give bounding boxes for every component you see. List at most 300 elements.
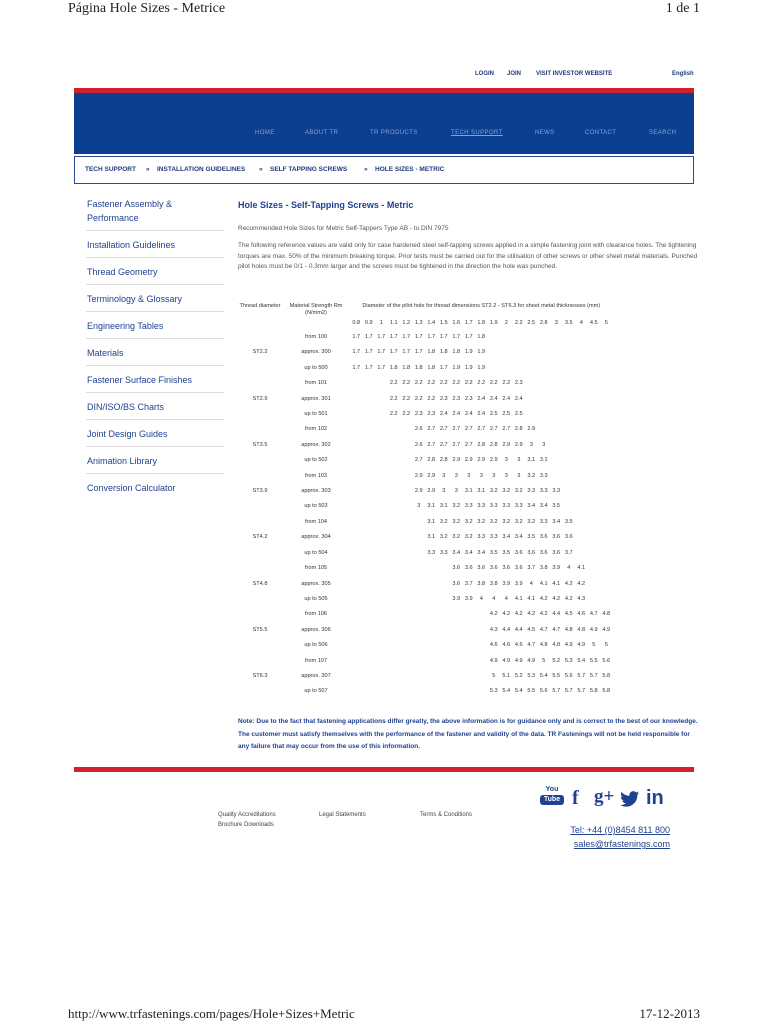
hole-size-cell <box>350 530 363 545</box>
nav-products[interactable]: TR PRODUCTS <box>370 130 418 136</box>
hole-size-cell: 4.1 <box>527 595 536 602</box>
hole-size-cell: 2.4 <box>452 411 461 418</box>
thickness-header: 4.5 <box>589 320 598 326</box>
sidebar-item-materials[interactable]: Materials <box>86 346 224 366</box>
legal-statements-link[interactable]: Legal Statements <box>319 812 366 818</box>
join-link[interactable]: JOIN <box>507 71 522 77</box>
hole-size-cell: 2.2 <box>477 380 486 387</box>
hole-size-cell: 2.9 <box>464 457 473 464</box>
hole-size-cell <box>363 438 376 453</box>
hole-size-cell <box>563 484 576 499</box>
hole-size-cell: 2.7 <box>439 441 448 448</box>
login-link[interactable]: LOGIN <box>475 71 494 77</box>
hole-size-cell <box>363 499 376 514</box>
hole-size-cell: 2.8 <box>489 441 498 448</box>
hole-size-cell: 3.6 <box>539 549 548 556</box>
thread-diameter-cell: ST6.3 <box>252 672 268 679</box>
hole-size-cell <box>350 422 363 437</box>
hole-size-cell <box>588 577 601 592</box>
thickness-header: 0.8 <box>352 320 361 326</box>
hole-size-cell: 1.7 <box>377 349 386 356</box>
table-row <box>238 530 613 545</box>
hole-size-cell: 2.8 <box>477 441 486 448</box>
hole-size-cell <box>600 422 613 437</box>
hole-size-cell: 3.6 <box>464 565 473 572</box>
table-row <box>238 407 613 422</box>
hole-size-cell: 4.7 <box>539 626 548 633</box>
hole-size-cell <box>588 561 601 576</box>
hole-size-cell <box>350 392 363 407</box>
table-row <box>238 422 613 437</box>
hole-size-cell <box>538 330 551 345</box>
thickness-header: 1.6 <box>452 320 461 326</box>
hole-size-cell <box>400 592 413 607</box>
hole-size-cell: 4 <box>479 595 483 602</box>
sidebar-item-terminology[interactable]: Terminology & Glossary <box>86 292 224 312</box>
hole-size-cell <box>575 499 588 514</box>
phone-link[interactable]: Tel: +44 (0)8454 811 800 <box>570 825 670 835</box>
empty-cell <box>238 469 282 484</box>
thickness-header: 5 <box>604 320 608 326</box>
hole-size-cell <box>525 376 538 391</box>
hole-size-cell <box>363 623 376 638</box>
nav-search[interactable]: SEARCH <box>649 130 677 136</box>
hole-size-cell: 1.7 <box>352 364 361 371</box>
hole-size-cell: 3.3 <box>477 503 486 510</box>
hole-size-cell: 4.6 <box>514 642 523 649</box>
hole-size-cell: 5.7 <box>564 688 573 695</box>
hole-size-cell: 4.3 <box>489 626 498 633</box>
hole-size-cell: 3.6 <box>552 549 561 556</box>
hole-size-cell: 4.7 <box>552 626 561 633</box>
hole-size-cell: 5.6 <box>564 672 573 679</box>
hole-size-cell: 3 <box>479 472 483 479</box>
empty-cell <box>238 361 282 376</box>
thickness-header: 1.9 <box>489 320 498 326</box>
material-strength-cell: up to 501 <box>304 411 328 418</box>
hole-size-cell: 3.9 <box>502 580 511 587</box>
hole-size-cell: 2.7 <box>489 426 498 433</box>
hole-size-cell: 2.2 <box>427 395 436 402</box>
intro-paragraph: The following reference values are valid only for case hardened steel self-tapping screws applied in a simple fastening joint with clearance holes. The tightening torques are max. 50% of the minimum breaking torque. Prior tests must be carried out for the utilisation of other screws or other sheet metal materials. Punched pilot holes must be 0/1 - 0.3mm larger and the screws must be tightened in the direction the hole was punched. <box>238 242 698 270</box>
sidebar-item-fastener-assembly[interactable]: Fastener Assembly & Performance <box>86 197 224 231</box>
hole-size-cell: 1.8 <box>427 364 436 371</box>
empty-cell <box>238 561 282 576</box>
hole-size-cell <box>425 669 438 684</box>
hole-size-cell <box>425 638 438 653</box>
hole-size-cell <box>425 607 438 622</box>
email-link[interactable]: sales@trfastenings.com <box>573 839 670 849</box>
hole-size-cell <box>488 330 501 345</box>
hole-size-cell: 5.4 <box>502 688 511 695</box>
sidebar-item-animation-library[interactable]: Animation Library <box>86 454 224 474</box>
hole-size-cell: 3.1 <box>527 457 536 464</box>
hole-size-cell <box>363 638 376 653</box>
material-strength-cell: from 101 <box>304 380 328 387</box>
thread-diameter-cell: ST3.5 <box>252 441 268 448</box>
hole-size-cell: 3 <box>517 472 521 479</box>
hole-size-cell <box>350 607 363 622</box>
hole-size-cell: 2.3 <box>452 395 461 402</box>
hole-size-cell <box>588 515 601 530</box>
hole-size-cell <box>500 330 513 345</box>
hole-size-cell: 4.2 <box>489 611 498 618</box>
print-page-number: 1 de 1 <box>665 1 700 16</box>
table-row <box>238 438 613 453</box>
hole-size-cell <box>550 345 563 360</box>
empty-cell <box>238 638 282 653</box>
hole-size-cell: 2.2 <box>402 411 411 418</box>
hole-size-cell: 2.8 <box>514 426 523 433</box>
hole-size-cell: 1.8 <box>402 364 411 371</box>
hole-size-cell: 2.3 <box>414 411 423 418</box>
hole-size-cell: 3 <box>442 488 446 495</box>
thickness-header: 2.8 <box>539 320 548 326</box>
table-row <box>238 330 613 345</box>
empty-cell <box>238 330 282 345</box>
material-strength-cell: up to 504 <box>304 549 328 556</box>
thread-diameter-cell: ST4.8 <box>252 580 268 587</box>
youtube-icon-label-bottom: Tube <box>540 795 564 805</box>
hole-size-cell: 3.3 <box>514 503 523 510</box>
hole-size-cell <box>350 453 363 468</box>
hole-size-cell: 3.3 <box>502 503 511 510</box>
hole-size-cell: 4.4 <box>514 626 523 633</box>
hole-size-cell: 3.4 <box>552 518 561 525</box>
material-strength-cell: from 104 <box>304 518 328 525</box>
hole-size-cell <box>525 407 538 422</box>
hole-size-cell: 2.2 <box>439 380 448 387</box>
material-strength-cell: approx. 302 <box>301 441 331 448</box>
hole-size-cell <box>363 469 376 484</box>
hole-size-cell <box>363 561 376 576</box>
breadcrumb-hole-sizes-metric: HOLE SIZES - METRIC <box>375 166 445 173</box>
hole-size-cell <box>538 376 551 391</box>
hole-size-cell: 3.9 <box>514 580 523 587</box>
hole-size-cell: 3.4 <box>502 534 511 541</box>
hole-size-cell <box>563 392 576 407</box>
hole-size-cell: 2.8 <box>427 457 436 464</box>
hole-size-cell <box>488 361 501 376</box>
hole-size-cell <box>400 453 413 468</box>
hole-size-cell <box>600 577 613 592</box>
hole-size-cell <box>350 577 363 592</box>
hole-size-cell: 3.1 <box>439 503 448 510</box>
brochure-downloads-link[interactable]: Brochure Downloads <box>218 822 274 828</box>
material-strength-cell: approx. 307 <box>301 672 331 679</box>
hole-size-cell: 3.7 <box>564 549 573 556</box>
material-strength-cell: up to 506 <box>304 642 328 649</box>
hole-size-cell: 2.2 <box>389 380 398 387</box>
hole-size-cell: 4.7 <box>527 642 536 649</box>
hole-size-cell: 3.9 <box>552 565 561 572</box>
hole-size-cell <box>550 376 563 391</box>
breadcrumb-self-tapping-screws[interactable]: SELF TAPPING SCREWS <box>270 166 348 173</box>
hole-size-cell <box>575 546 588 561</box>
empty-cell <box>238 515 282 530</box>
hole-size-cell: 2.3 <box>514 380 523 387</box>
hole-size-cell: 3.2 <box>439 534 448 541</box>
sidebar-item-surface-finishes[interactable]: Fastener Surface Finishes <box>86 373 224 393</box>
hole-size-cell <box>363 484 376 499</box>
hole-size-cell: 3.1 <box>427 518 436 525</box>
nav-home[interactable]: HOME <box>255 130 275 136</box>
hole-size-cell <box>413 546 426 561</box>
hole-size-cell <box>538 422 551 437</box>
sidebar-item-joint-design-guides[interactable]: Joint Design Guides <box>86 427 224 447</box>
hole-size-cell <box>600 376 613 391</box>
material-strength-cell: from 103 <box>304 472 328 479</box>
hole-size-cell <box>375 484 388 499</box>
hole-size-cell: 3 <box>542 441 546 448</box>
hole-size-cell: 3.2 <box>452 503 461 510</box>
hole-size-cell <box>375 422 388 437</box>
hole-size-cell <box>588 361 601 376</box>
table-row <box>238 654 613 669</box>
hole-size-cell <box>575 530 588 545</box>
hole-size-cell: 3 <box>454 472 458 479</box>
hole-size-cell <box>375 654 388 669</box>
hole-size-cell <box>350 469 363 484</box>
sidebar-item-din-iso-bs-charts[interactable]: DIN/ISO/BS Charts <box>86 400 224 420</box>
hole-size-cell <box>425 592 438 607</box>
hole-size-cell: 4 <box>492 595 496 602</box>
hole-size-cell: 4.6 <box>502 642 511 649</box>
hole-size-cell <box>350 638 363 653</box>
hole-size-cell: 3.7 <box>464 580 473 587</box>
hole-size-cell <box>350 515 363 530</box>
hole-size-cell: 2.7 <box>414 457 423 464</box>
hole-size-cell: 3.3 <box>552 488 561 495</box>
hole-size-cell <box>563 469 576 484</box>
hole-size-cell <box>388 592 401 607</box>
hole-size-cell <box>400 669 413 684</box>
hole-size-cell: 2.4 <box>439 411 448 418</box>
language-link[interactable]: English <box>672 71 694 77</box>
column-header-material: Material Strength Rm (N/mm2) <box>289 303 343 316</box>
empty-cell <box>238 376 282 391</box>
hole-size-cell: 5.8 <box>602 672 611 679</box>
hole-size-cell: 3.1 <box>477 488 486 495</box>
hole-size-cell: 1.7 <box>427 334 436 340</box>
hole-size-cell <box>388 484 401 499</box>
hole-size-cell <box>463 654 476 669</box>
linkedin-icon[interactable]: in <box>646 787 664 809</box>
investor-website-link[interactable]: VISIT INVESTOR WEBSITE <box>536 71 613 77</box>
hole-size-cell: 4.9 <box>502 657 511 664</box>
material-strength-cell: up to 505 <box>304 595 328 602</box>
facebook-icon[interactable]: f <box>572 787 579 809</box>
hole-size-cell <box>350 376 363 391</box>
hole-size-cell <box>375 607 388 622</box>
hole-size-cell: 4.1 <box>539 580 548 587</box>
hole-size-cell: 4.9 <box>489 657 498 664</box>
hole-size-cell: 1.7 <box>364 349 373 356</box>
hole-size-cell <box>588 546 601 561</box>
table-row <box>238 345 613 360</box>
thickness-header: 1.4 <box>427 320 436 326</box>
hole-size-cell: 4.4 <box>502 626 511 633</box>
hole-size-cell <box>550 469 563 484</box>
nav-contact[interactable]: CONTACT <box>585 130 617 136</box>
empty-cell <box>238 453 282 468</box>
hole-size-cell: 1.7 <box>364 364 373 371</box>
breadcrumb-separator: » <box>259 166 263 173</box>
hole-size-cell <box>575 515 588 530</box>
hole-size-cell <box>363 392 376 407</box>
hole-size-cell <box>375 453 388 468</box>
table-row <box>238 623 613 638</box>
hole-size-cell: 1.7 <box>414 334 423 340</box>
breadcrumb-installation-guidelines[interactable]: INSTALLATION GUIDELINES <box>157 166 246 173</box>
hole-size-cell <box>525 345 538 360</box>
empty-cell <box>238 684 282 699</box>
hole-size-cell: 4 <box>567 565 571 572</box>
hole-size-cell <box>375 438 388 453</box>
table-row <box>238 561 613 576</box>
hole-size-cell: 2.9 <box>427 472 436 479</box>
hole-size-cell: 2.2 <box>389 411 398 418</box>
nav-about[interactable]: ABOUT TR <box>305 130 339 136</box>
hole-size-cell: 2.3 <box>464 395 473 402</box>
hole-size-cell <box>363 422 376 437</box>
hole-size-cell <box>588 407 601 422</box>
table-row <box>238 607 613 622</box>
terms-conditions-link[interactable]: Terms & Conditions <box>420 812 473 818</box>
hole-size-cell <box>563 407 576 422</box>
hole-size-cell <box>438 561 451 576</box>
hole-size-cell <box>425 561 438 576</box>
youtube-icon[interactable] <box>540 786 564 810</box>
sidebar-item-installation-guidelines[interactable]: Installation Guidelines <box>86 238 224 258</box>
hole-size-cell: 3.5 <box>527 534 536 541</box>
hole-size-cell: 5.4 <box>577 657 586 664</box>
hole-size-cell <box>550 361 563 376</box>
hole-size-cell <box>538 361 551 376</box>
hole-size-cell <box>375 592 388 607</box>
nav-news[interactable]: NEWS <box>535 130 555 136</box>
hole-size-cell: 5.6 <box>602 657 611 664</box>
breadcrumb-separator: » <box>364 166 368 173</box>
hole-size-cell <box>575 484 588 499</box>
footer-divider <box>74 767 694 772</box>
hole-size-cell: 4.9 <box>527 657 536 664</box>
sidebar-item-thread-geometry[interactable]: Thread Geometry <box>86 265 224 285</box>
hole-size-cell: 2.2 <box>402 380 411 387</box>
hole-size-cell: 2.7 <box>427 426 436 433</box>
hole-size-cell: 2.9 <box>527 426 536 433</box>
thickness-header: 1.7 <box>464 320 473 326</box>
hole-size-cell: 4.1 <box>577 565 586 572</box>
hole-size-cell <box>588 438 601 453</box>
empty-cell <box>238 592 282 607</box>
hole-size-cell: 2.4 <box>514 395 523 402</box>
empty-cell <box>238 607 282 622</box>
hole-size-cell: 1.8 <box>477 334 486 340</box>
hole-size-cell <box>350 669 363 684</box>
hole-size-cell: 4.3 <box>577 595 586 602</box>
material-strength-cell: up to 507 <box>304 688 328 695</box>
hole-size-cell: 3.2 <box>439 518 448 525</box>
hole-size-cell <box>400 638 413 653</box>
hole-size-cell <box>463 684 476 699</box>
nav-tech-support[interactable]: TECH SUPPORT <box>451 130 503 136</box>
hole-size-cell <box>350 499 363 514</box>
hole-size-cell <box>363 530 376 545</box>
hole-size-cell <box>588 330 601 345</box>
hole-size-cell: 5.5 <box>527 688 536 695</box>
hole-size-cell <box>388 577 401 592</box>
hole-size-cell <box>400 623 413 638</box>
empty-cell <box>238 654 282 669</box>
hole-size-cell: 4.2 <box>564 580 573 587</box>
twitter-icon[interactable] <box>620 791 640 807</box>
hole-size-cell: 1.7 <box>352 334 361 340</box>
hole-size-cell <box>575 469 588 484</box>
hole-size-cell: 3.8 <box>477 580 486 587</box>
hole-size-cell: 3.2 <box>514 488 523 495</box>
googleplus-icon[interactable]: g+ <box>594 786 615 807</box>
top-links <box>0 71 768 81</box>
hole-size-cell: 3.2 <box>464 518 473 525</box>
hole-size-cell: 1.8 <box>439 349 448 356</box>
hole-size-cell: 2.9 <box>514 441 523 448</box>
hole-size-cell <box>350 684 363 699</box>
hole-size-cell: 4.2 <box>527 611 536 618</box>
thickness-header: 3.5 <box>564 320 573 326</box>
hole-size-cell: 1.7 <box>389 349 398 356</box>
hole-size-cell <box>450 654 463 669</box>
disclaimer-note: Note: Due to the fact that fastening applications differ greatly, the above information is for guidance only and is correct to the best of our knowledge. The customer must satisfy themselves with the performance of the fastener and validity of the data. TR Fastenings will not be held responsible for any failure that may occur from the use of this information. <box>238 718 698 750</box>
hole-size-cell: 3 <box>492 472 496 479</box>
hole-size-cell <box>550 422 563 437</box>
hole-size-cell: 3.2 <box>527 472 536 479</box>
thickness-header: 2.5 <box>527 320 536 326</box>
material-strength-cell: from 106 <box>304 611 328 618</box>
sidebar-item-conversion-calculator[interactable]: Conversion Calculator <box>87 483 176 493</box>
hole-size-cell <box>575 361 588 376</box>
hole-size-cell <box>413 530 426 545</box>
thread-diameter-cell: ST2.2 <box>252 349 268 356</box>
hole-size-cell: 2.9 <box>414 488 423 495</box>
hole-size-cell <box>413 561 426 576</box>
hole-size-cell <box>413 515 426 530</box>
hole-size-cell <box>413 638 426 653</box>
hole-size-cell: 3.3 <box>539 472 548 479</box>
hole-size-cell <box>350 484 363 499</box>
hole-size-cell <box>388 669 401 684</box>
main-nav <box>74 88 694 154</box>
hole-size-cell <box>600 345 613 360</box>
hole-size-cell <box>550 407 563 422</box>
quality-accreditations-link[interactable]: Quality Accreditations <box>218 812 276 818</box>
hole-size-cell: 3.2 <box>464 534 473 541</box>
sidebar-item-engineering-tables[interactable]: Engineering Tables <box>86 319 224 339</box>
material-strength-cell: approx. 306 <box>301 626 331 633</box>
hole-size-cell: 4.8 <box>552 642 561 649</box>
hole-size-cell: 3.6 <box>502 565 511 572</box>
hole-size-cell <box>363 684 376 699</box>
breadcrumb-tech-support[interactable]: TECH SUPPORT <box>85 166 136 173</box>
hole-size-cell <box>375 392 388 407</box>
hole-size-cell: 1.7 <box>364 334 373 340</box>
hole-size-cell: 3.6 <box>514 549 523 556</box>
hole-size-cell <box>538 345 551 360</box>
hole-size-cell <box>513 361 526 376</box>
hole-size-cell <box>463 638 476 653</box>
hole-size-cell <box>375 684 388 699</box>
hole-size-cell: 4.6 <box>577 611 586 618</box>
